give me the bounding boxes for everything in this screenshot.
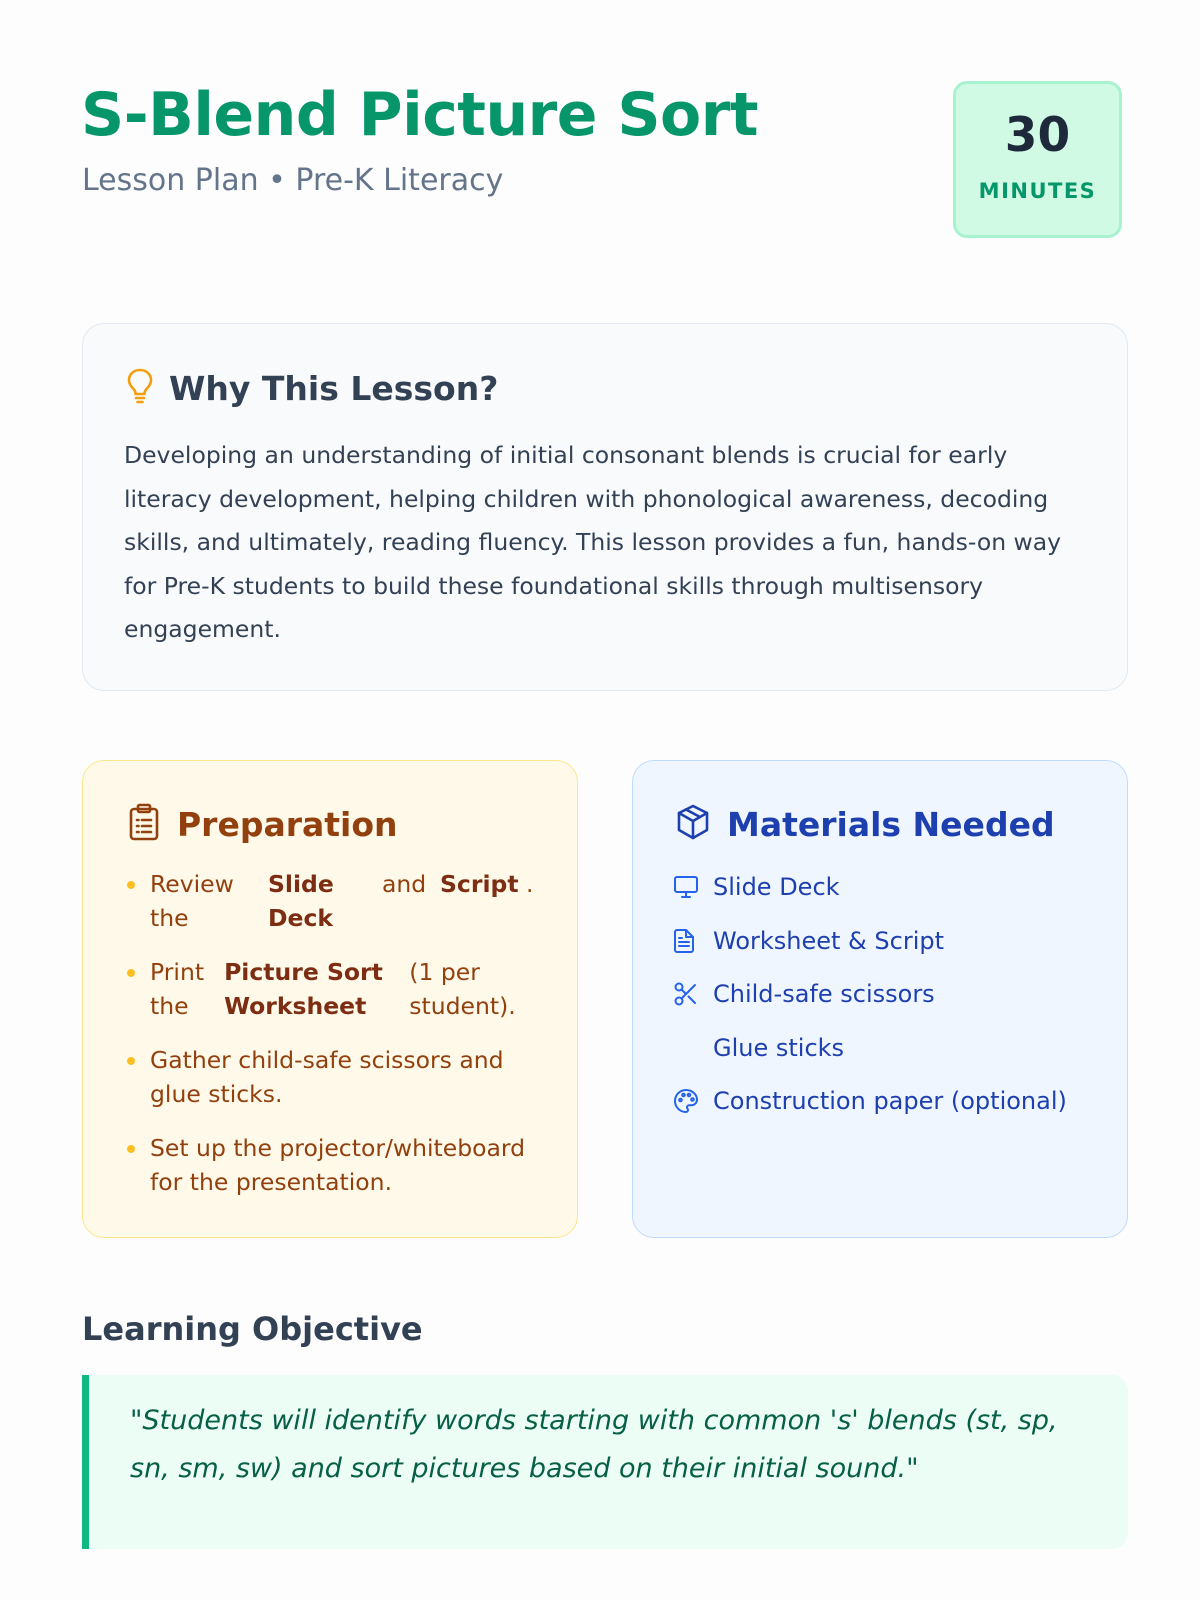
material-item [673,1030,1067,1066]
preparation-item: Set up the projector/whiteboard for the presentation. [126,1131,536,1199]
prep-item-text: Print the [150,958,205,1020]
package-icon [675,803,711,845]
materials-list [673,869,1067,1137]
objective-quote: "Students will identify words starting with common 's' blends (st, sp, sn, sm, sw) and sort pictures based on their initial sound." [130,1405,1058,1484]
lightbulb-icon [125,366,155,410]
why-lesson-card [82,323,1128,691]
material-label: Slide Deck [713,873,840,901]
duration-badge [953,81,1122,238]
materials-header [675,803,1055,845]
material-item [673,1083,1067,1119]
page-title: S-Blend Picture Sort [81,80,759,150]
preparation-item [126,955,536,1023]
clipboard-list-icon [127,803,161,845]
duration-value: 30 [1004,108,1071,163]
why-lesson-header [125,366,498,410]
material-label: Construction paper (optional) [713,1087,1067,1115]
prep-item-text: Review the [150,870,234,932]
why-lesson-body: Developing an understanding of initial consonant blends is crucial for early literacy development, helping children with phonological awareness, decoding skills, and ultimately, reading fluency. This lesson provides a fun, hands-on way for Pre-K students to build these foundational skills through multisensory engagement. [124,441,1062,643]
file-text-icon [673,927,701,955]
prep-item-text: . [526,870,534,898]
prep-item-text: and [382,870,427,898]
monitor-icon [673,873,701,901]
objective-quote-box [82,1375,1128,1549]
slide-deck-reference: Slide Deck [268,870,334,932]
materials-title: Materials Needed [727,804,1055,844]
prep-item-text: (1 per student). [409,958,516,1020]
preparation-list [126,867,536,1219]
script-reference: Script [440,870,519,898]
material-item [673,976,1067,1012]
duration-unit: MINUTES [978,179,1097,203]
preparation-card [82,760,578,1238]
materials-card [632,760,1128,1238]
blank-icon-slot [673,1034,701,1062]
preparation-item [126,867,536,935]
scissors-icon [673,980,701,1008]
palette-icon [673,1087,701,1115]
why-lesson-title: Why This Lesson? [169,368,499,408]
material-item [673,923,1067,959]
preparation-title: Preparation [177,804,398,844]
page-subtitle: Lesson Plan • Pre-K Literacy [82,163,504,198]
objective-heading: Learning Objective [82,1310,423,1348]
preparation-header [127,803,398,845]
material-item [673,869,1067,905]
worksheet-reference: Picture Sort Worksheet [224,958,383,1020]
preparation-item: Gather child-safe scissors and glue sticks. [126,1043,536,1111]
material-label: Glue sticks [713,1033,845,1062]
material-label: Worksheet & Script [713,926,945,955]
material-label: Child-safe scissors [713,980,935,1008]
